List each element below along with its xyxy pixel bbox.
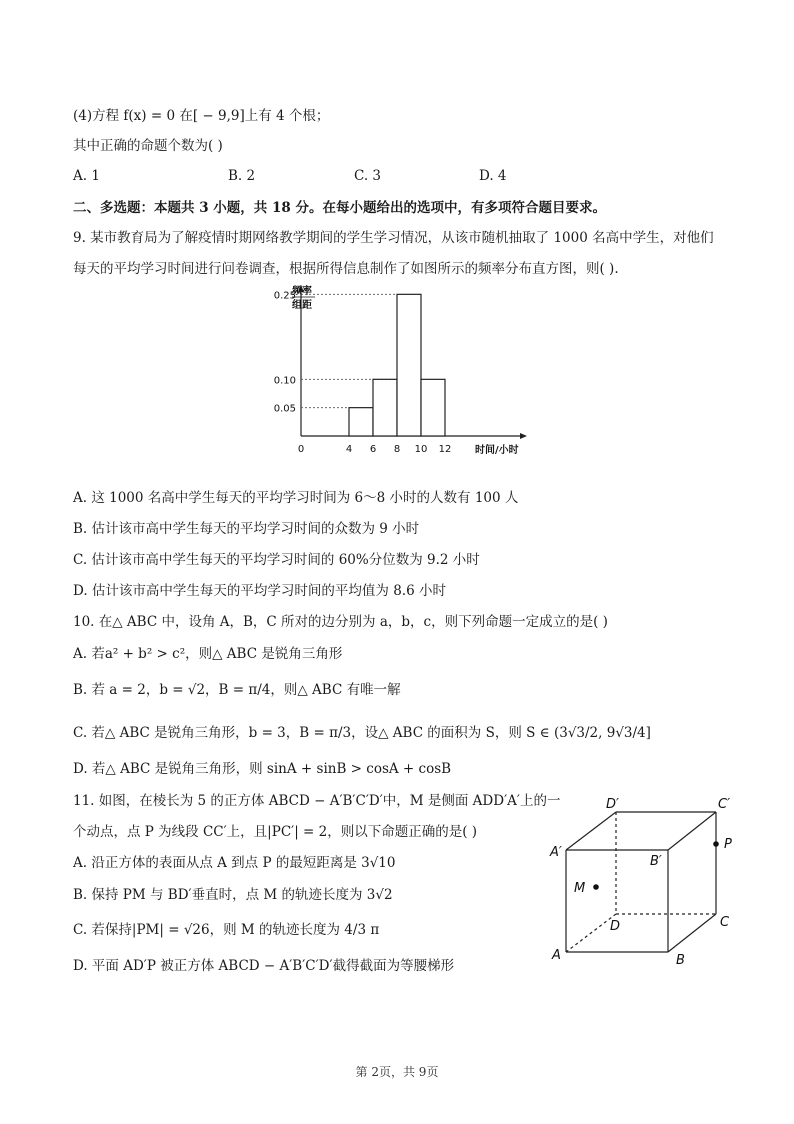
label-d: D [610, 919, 621, 934]
edge-a1-d1 [566, 812, 616, 850]
q11-stem-line2: 个动点，点 P 为线段 CC′上，且|PC′| = 2，则以下命题正确的是( ) [73, 824, 478, 840]
label-a: A [552, 948, 561, 963]
q9-option-a: A. 这 1000 名高中学生每天的平均学习时间为 6～8 小时的人数有 100 人 [73, 490, 519, 506]
point-p-dot [713, 841, 719, 847]
q8-item4: (4)方程 f(x) = 0 在[ − 9,9]上有 4 个根； [73, 108, 330, 124]
y-tick-label-0: 0.05 [273, 403, 296, 415]
x-axis-label: 时间/小时 [475, 445, 519, 456]
histogram-bar-0 [349, 408, 373, 436]
y-tick-label-1: 0.10 [273, 375, 296, 387]
q8-option-a: A. 1 [73, 168, 100, 184]
histogram-bar-2 [397, 294, 421, 436]
edge-c1-b1 [668, 812, 716, 850]
q9-option-d: D. 估计该市高中学生每天的平均学习时间的平均值为 8.6 小时 [73, 583, 446, 599]
point-m-dot [593, 884, 599, 890]
label-p: P [724, 837, 732, 852]
q8-stem-end: 其中正确的命题个数为( ) [73, 138, 223, 154]
label-d-prime: D′ [606, 797, 619, 812]
y-label-bottom: 组距 [292, 300, 312, 311]
edge-c-b [668, 914, 716, 952]
x-axis-arrow [520, 433, 527, 439]
q9-option-b: B. 估计该市高中学生每天的平均学习时间的众数为 9 小时 [73, 521, 420, 537]
q11-option-d: D. 平面 AD′P 被正方体 ABCD − A′B′C′D′截得截面为等腰梯形 [73, 958, 455, 974]
x-tick-label-2: 6 [369, 444, 377, 455]
q9-stem-line2: 每天的平均学习时间进行问卷调查，根据所得信息制作了如图所示的频率分布直方图，则( ). [73, 261, 619, 277]
cube-figure [548, 792, 748, 972]
q10-option-a: A. 若a² + b² > c²，则△ ABC 是锐角三角形 [73, 646, 343, 662]
x-tick-label-5: 12 [438, 444, 452, 455]
label-c: C [720, 915, 730, 930]
x-tick-label-0: 0 [297, 444, 305, 455]
x-tick-label-3: 8 [393, 444, 401, 455]
q10-option-d: D. 若△ ABC 是锐角三角形，则 sinA + sinB > cosA + cosB [73, 761, 452, 777]
histogram-bar-1 [373, 379, 397, 436]
q8-option-c: C. 3 [354, 168, 382, 184]
page-footer: 第 2页，共 9页 [355, 1065, 439, 1079]
q8-option-b: B. 2 [228, 168, 256, 184]
q10-option-b: B. 若 a = 2，b = √2，B = π/4，则△ ABC 有唯一解 [73, 682, 401, 698]
label-c-prime: C′ [718, 797, 731, 812]
label-a-prime: A′ [550, 845, 562, 860]
x-tick-label-4: 10 [414, 444, 428, 455]
q10-option-c: C. 若△ ABC 是锐角三角形，b = 3，B = π/3，设△ ABC 的面积为 S，则 S ∈ (3√3/2, 9√3/4] [73, 725, 651, 741]
q10-stem: 10. 在△ ABC 中，设角 A，B，C 所对的边分别为 a，b，c，则下列命题一定成立的是( ) [73, 614, 608, 630]
edge-d-a-hidden [566, 914, 616, 952]
frequency-histogram [265, 282, 535, 462]
label-b: B [676, 953, 685, 968]
label-m: M [574, 881, 586, 896]
q9-option-c: C. 估计该市高中学生每天的平均学习时间的 60%分位数为 9.2 小时 [73, 552, 480, 568]
q11-option-b: B. 保持 PM 与 BD′垂直时，点 M 的轨迹长度为 3√2 [73, 887, 393, 903]
histogram-bar-3 [421, 379, 445, 436]
q11-option-a: A. 沿正方体的表面从点 A 到点 P 的最短距离是 3√10 [73, 855, 396, 871]
y-tick-label-2: 0.25 [273, 290, 296, 302]
q11-option-c: C. 若保持|PM| = √26，则 M 的轨迹长度为 4/3 π [73, 922, 380, 938]
x-tick-label-1: 4 [345, 444, 353, 455]
q11-stem-line1: 11. 如图，在棱长为 5 的正方体 ABCD − A′B′C′D′中，M 是侧面 ADD′A′上的一 [73, 793, 561, 809]
q9-stem-line1: 9. 某市教育局为了解疫情时期网络教学期间的学生学习情况，从该市随机抽取了 1000 名高中学生，对他们 [73, 230, 714, 246]
label-b-prime: B′ [650, 854, 662, 869]
y-label-top: 频率 [292, 286, 312, 297]
section-heading: 二、多选题：本题共 3 小题，共 18 分。在每小题给出的选项中，有多项符合题目要求。 [73, 200, 606, 216]
q8-option-d: D. 4 [479, 168, 507, 184]
